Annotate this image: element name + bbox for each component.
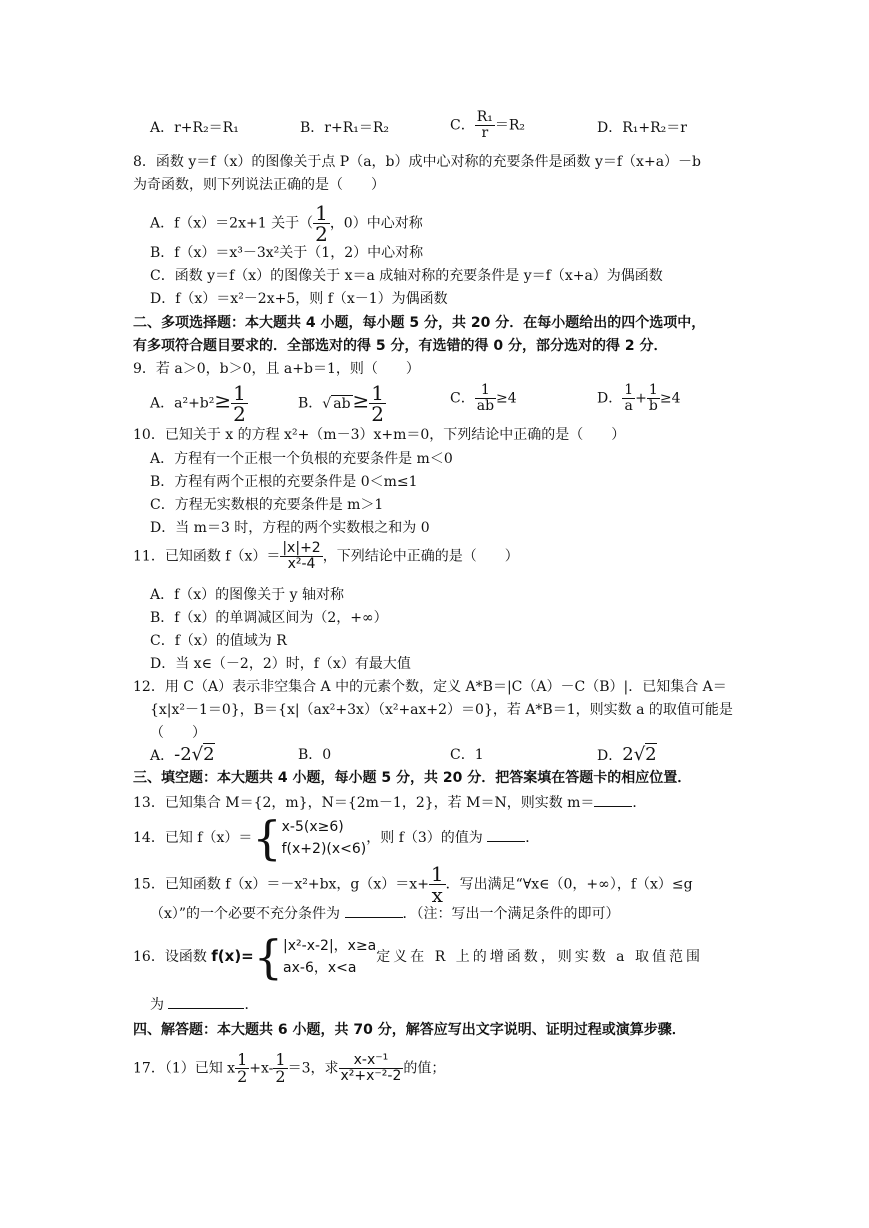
q15-stem-line1 [133, 864, 693, 905]
q16-fx: f(x)= [211, 947, 254, 965]
q9-a-num: 1 [233, 381, 246, 405]
q16-answer-blank [168, 1008, 244, 1009]
q14-post: ，则 f（3）的值为 [366, 830, 488, 846]
q15-line2-pre: （x）”的一个必要不充分条件为 [150, 906, 345, 922]
q9-b-den: 2 [371, 402, 385, 426]
q17-exp2-num: 1 [275, 1050, 286, 1069]
q9-c-post: ≥4 [496, 390, 517, 407]
q17-exp2 [273, 1052, 287, 1085]
q9-c-den: ab [476, 398, 495, 414]
q9-d-den1: a [624, 398, 633, 414]
q15-post: ．写出满足“∀x∈（0，+∞），f（x）≤g [445, 876, 693, 893]
q12-d-radicand: 2 [645, 744, 657, 765]
left-brace-icon: { [253, 930, 284, 984]
q17-exp2-den: 2 [275, 1067, 286, 1086]
q9-b-num: 1 [371, 381, 385, 405]
q10-stem: 10．已知关于 x 的方程 x²+（m－3）x+m＝0，下列结论中正确的是（ ） [133, 427, 626, 443]
q9-a-ge: ≥ [214, 388, 232, 413]
q12-a-radicand: 2 [203, 744, 215, 765]
q9-b-radicand: ab [333, 395, 351, 412]
q7-c-tail: ＝R₂ [494, 117, 526, 134]
q15-pre: 15．已知函数 f（x）＝－x²+bx，g（x）＝x+ [133, 876, 429, 893]
q15-answer-blank [345, 917, 403, 918]
q13-stem [133, 793, 646, 813]
q12-d-value: 2 [622, 744, 634, 765]
q14-case2: f(x+2)(x<6) [281, 841, 367, 857]
q17-denominator: x²+x⁻²-2 [340, 1068, 402, 1084]
q9-a-pre: A．a²+b² [150, 395, 215, 412]
q16-case1: |x²-x-2|，x≥a [283, 938, 377, 954]
q17-pre: 17．（1）已知 x [133, 1060, 236, 1077]
q15-fraction [429, 864, 446, 905]
q9-option-b [298, 383, 386, 424]
q12-d-pre: D． [597, 748, 623, 764]
q11-pre: 11．已知函数 f（x）＝ [133, 548, 281, 565]
q16-line2-pre: 为 [150, 997, 169, 1013]
q8-option-a [150, 203, 423, 244]
q14-cases [282, 816, 367, 860]
q9-d-post: ≥4 [659, 390, 681, 407]
q7-option-c [450, 110, 525, 141]
q12-option-d [597, 745, 657, 766]
q7-c-fraction [475, 110, 495, 141]
q7-option-a: A．r+R₂＝R₁ [150, 120, 239, 136]
q9-c-pre: C． [450, 390, 475, 407]
q8-a-denominator: 2 [315, 222, 328, 246]
q11-denominator: x²-4 [287, 556, 316, 572]
q17-exp1-num: 1 [237, 1050, 248, 1069]
q17-exp1-den: 2 [237, 1067, 248, 1086]
q11-option-d: D．当 x∈（－2，2）时，f（x）有最大值 [150, 656, 411, 672]
q14-end: ． [525, 830, 540, 846]
q14-answer-blank [487, 841, 525, 842]
q11-stem [133, 541, 519, 572]
q12-option-a [150, 745, 215, 766]
q9-a-fraction [231, 383, 248, 424]
sqrt-icon: √ [191, 744, 204, 765]
q8-option-c: C．函数 y＝f（x）的图像关于 x＝a 成轴对称的充要条件是 y＝f（x+a）为偶函数 [150, 268, 663, 284]
q17-fraction [339, 1053, 404, 1084]
q16-case2: ax-6，x<a [283, 960, 357, 976]
q9-d-fraction2 [647, 383, 660, 414]
q9-option-d [597, 383, 681, 414]
q7-c-numerator: R₁ [476, 109, 493, 125]
q9-d-num1: 1 [624, 382, 634, 398]
q11-option-a: A．f（x）的图像关于 y 轴对称 [150, 587, 344, 603]
q15-stem-line2 [150, 904, 620, 924]
q11-option-b: B．f（x）的单调减区间为（2，+∞） [150, 610, 388, 626]
q8-stem-line1: 8．函数 y＝f（x）的图像关于点 P（a，b）成中心对称的充要条件是函数 y＝f（x+a）－b [133, 154, 701, 170]
q7-option-d: D．R₁+R₂＝r [597, 120, 687, 136]
q9-b-fraction [369, 383, 386, 424]
sqrt-icon: √ [322, 395, 332, 412]
q11-option-c: C．f（x）的值域为 R [150, 633, 287, 649]
q8-a-numerator: 1 [315, 201, 328, 225]
q8-stem-line2: 为奇函数，则下列说法正确的是（ ） [133, 177, 385, 193]
sqrt-icon: √ [633, 744, 646, 765]
q7-option-b: B．r+R₁＝R₂ [300, 120, 390, 136]
section2-heading-line2: 有多项符合题目要求的．全部选对的得 5 分，有选错的得 0 分，部分选对的得 2 分． [133, 338, 668, 354]
q10-option-b: B．方程有两个正根的充要条件是 0＜m≤1 [150, 474, 418, 490]
q16-stem-line2 [150, 995, 258, 1015]
q8-a-pre: A．f（x）＝2x+1 关于（ [150, 215, 314, 232]
q16-line2-post: ． [244, 997, 259, 1013]
q14-case1: x-5(x≥6) [281, 819, 344, 835]
q9-c-num: 1 [475, 383, 496, 399]
q8-a-post: ，0）中心对称 [329, 215, 423, 232]
q9-d-num2: 1 [647, 383, 660, 399]
q15-numerator: 1 [430, 862, 444, 886]
q17-eq: ＝3，求 [287, 1060, 339, 1077]
q8-option-d: D．f（x）＝x²－2x+5，则 f（x－1）为偶函数 [150, 291, 448, 307]
q9-c-fraction [475, 383, 496, 414]
q9-option-a [150, 383, 248, 424]
q9-b-pre: B． [298, 395, 323, 412]
q9-option-c [450, 383, 517, 414]
q11-post: ，下列结论中正确的是（ ） [322, 548, 519, 565]
q15-denominator: x [431, 883, 443, 907]
q12-a-value: -2 [174, 744, 192, 765]
left-brace-icon: { [252, 811, 282, 865]
q16-stem-line1 [133, 930, 703, 984]
q11-numerator: |x|+2 [282, 540, 321, 556]
q13-post: ． [632, 795, 647, 811]
q17-post: 的值； [403, 1060, 446, 1077]
q9-d-den2: b [648, 398, 658, 414]
q7-c-label: C． [450, 117, 475, 134]
q12-stem-line2: {x|x²－1＝0}，B＝{x|（ax²+3x）（x²+ax+2）＝0}，若 A*B＝1，则实数 a 的取值可能是 [150, 702, 733, 718]
q9-a-den: 2 [233, 402, 246, 426]
q14-stem [133, 811, 540, 865]
section2-heading-line1: 二、多项选择题：本大题共 4 小题，每小题 5 分，共 20 分．在每小题给出的四个选项中， [133, 315, 706, 331]
q16-post: 定义在 R 上的增函数，则实数 a 取值范围 [376, 949, 703, 965]
q16-cases [283, 935, 376, 979]
q12-stem-line1: 12．用 C（A）表示非空集合 A 中的元素个数，定义 A*B＝|C（A）－C（B）|．已知集合 A＝ [133, 679, 727, 695]
q9-d-plus: + [635, 390, 647, 407]
q14-pre: 14．已知 f（x）＝ [133, 830, 253, 846]
q9-stem: 9．若 a＞0，b＞0，且 a+b＝1，则（ ） [133, 361, 420, 377]
q17-mid: +x- [249, 1060, 274, 1077]
q8-option-b: B．f（x）＝x³－3x²关于（1，2）中心对称 [150, 245, 424, 261]
q8-a-fraction [313, 203, 330, 244]
q12-a-pre: A． [150, 748, 175, 764]
q17-exp1 [235, 1052, 249, 1085]
q7-c-denominator: r [481, 125, 489, 141]
q12-option-b: B．0 [298, 747, 332, 763]
q17-stem [133, 1052, 445, 1085]
q9-b-ge: ≥ [352, 388, 370, 413]
q10-option-a: A．方程有一个正根一个负根的充要条件是 m＜0 [150, 451, 453, 467]
q15-line2-post: ．（注：写出一个满足条件的即可） [402, 906, 620, 922]
q13-pre: 13．已知集合 M＝{2，m}，N＝{2m－1，2}，若 M＝N，则实数 m＝ [133, 795, 595, 811]
q10-option-c: C．方程无实数根的充要条件是 m＞1 [150, 497, 384, 513]
q13-answer-blank [594, 806, 632, 807]
q17-numerator: x-x⁻¹ [339, 1053, 404, 1069]
q9-d-fraction1 [622, 383, 635, 414]
q16-pre: 16．设函数 [133, 949, 212, 965]
section4-heading: 四、解答题：本大题共 6 小题，共 70 分，解答应写出文字说明、证明过程或演算步骤． [133, 1022, 686, 1038]
q12-stem-line3: （ ） [150, 725, 206, 741]
section3-heading: 三、填空题：本大题共 4 小题，每小题 5 分，共 20 分．把答案填在答题卡的相应位置． [133, 770, 692, 786]
q11-fraction [280, 541, 322, 572]
q10-option-d: D．当 m＝3 时，方程的两个实数根之和为 0 [150, 520, 430, 536]
q12-option-c: C．1 [450, 747, 484, 763]
q9-d-pre: D． [597, 390, 623, 407]
